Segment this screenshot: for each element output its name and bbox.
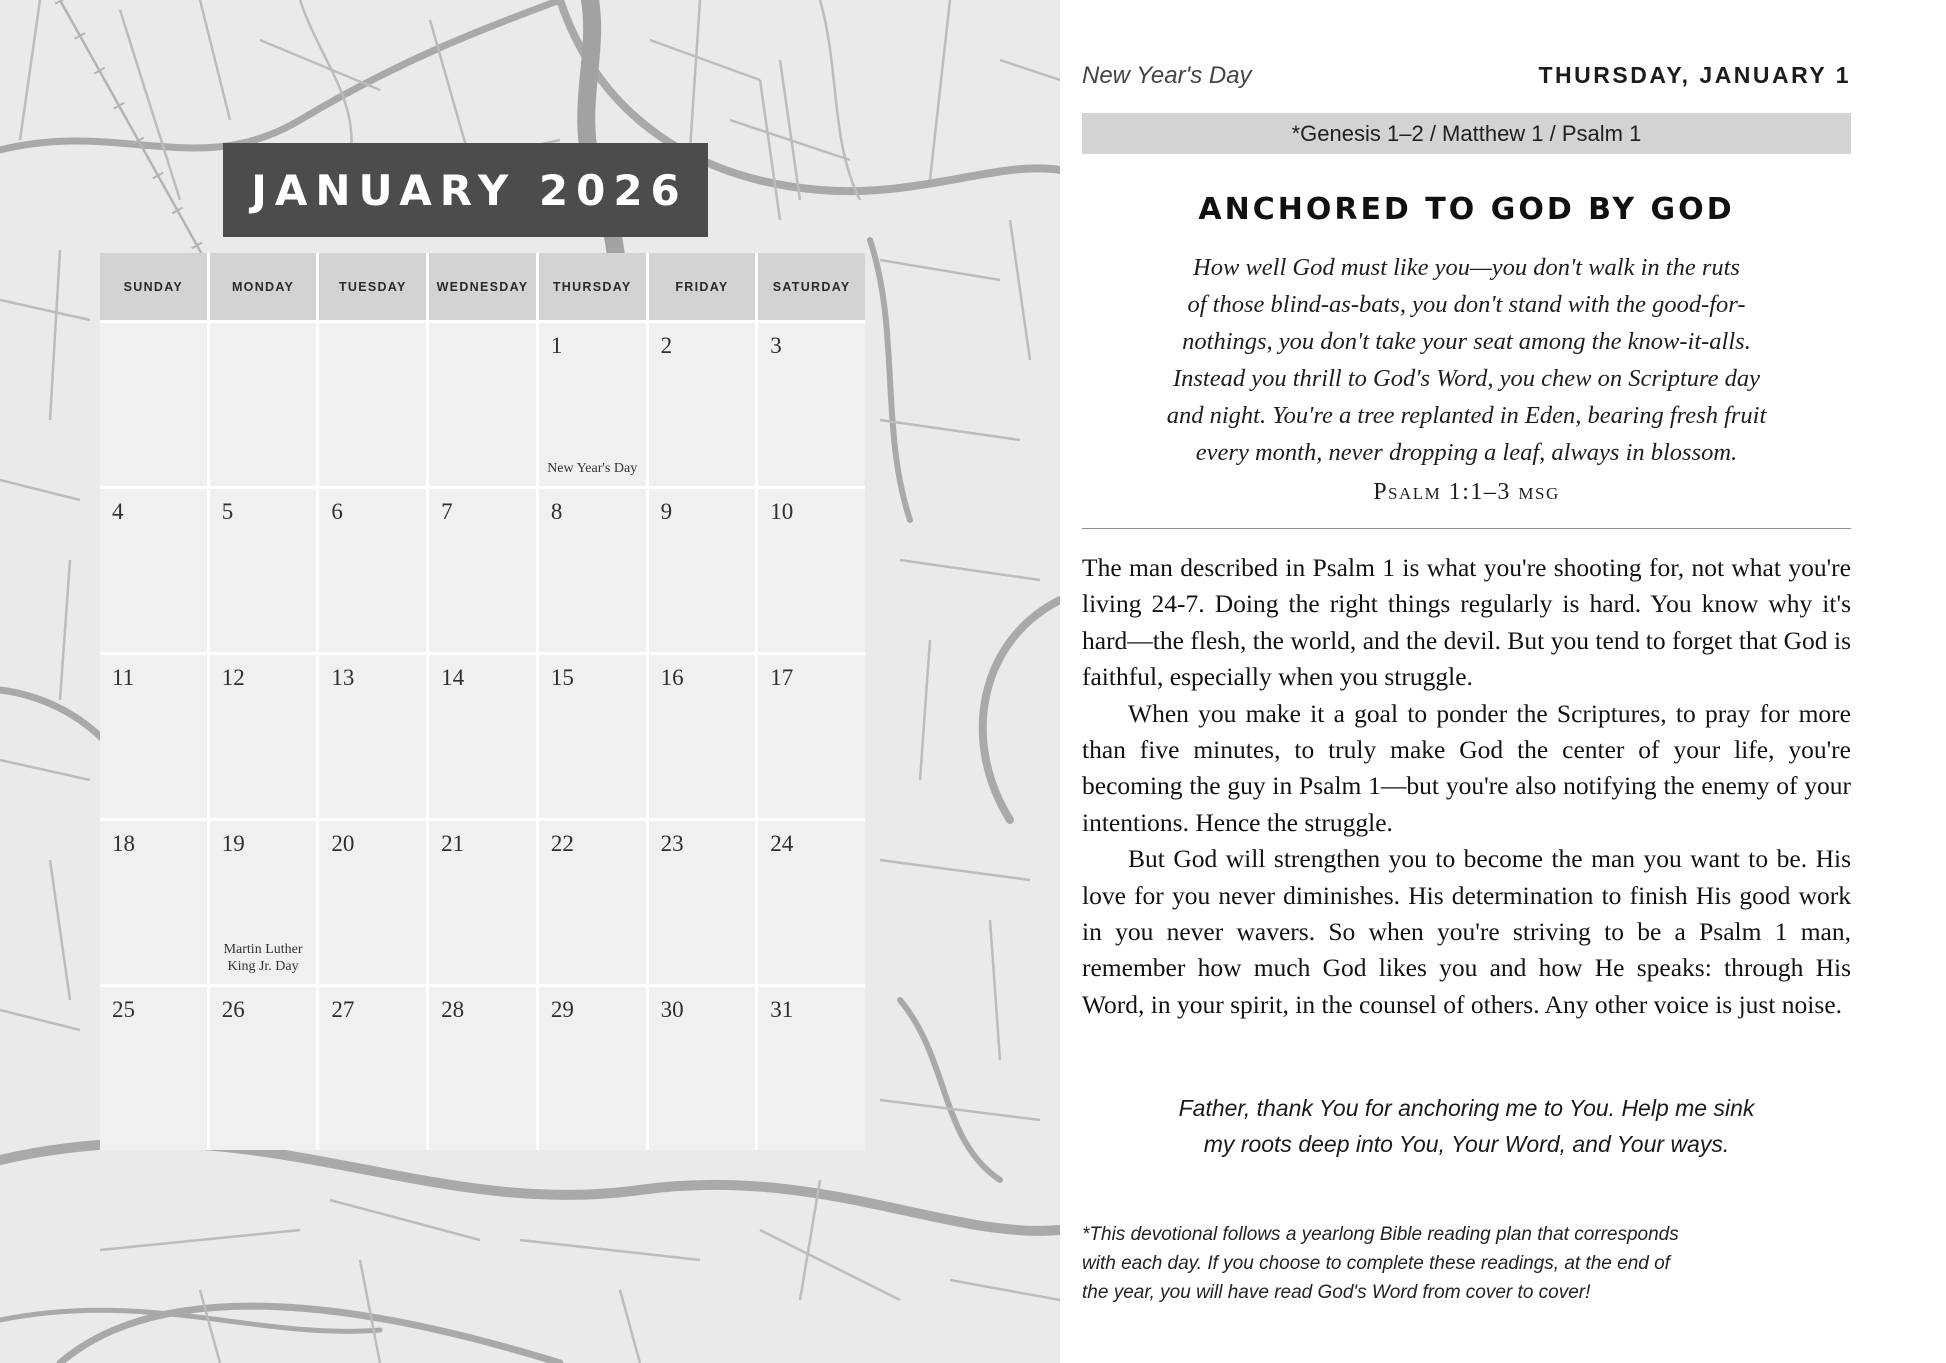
calendar-day-number: 1 bbox=[550, 333, 563, 358]
calendar-cell bbox=[100, 655, 207, 818]
calendar-cell bbox=[758, 821, 865, 984]
body-paragraph: When you make it a goal to ponder the Scriptures, to pray for more than five minutes, to truly make God the center of your life, you're becoming the guy in Psalm 1—but you're also notifying the enemy of your intentions. Hence the struggle. bbox=[1082, 698, 1851, 837]
calendar-day-number: 18 bbox=[112, 831, 135, 856]
calendar-cell bbox=[758, 323, 865, 486]
prayer bbox=[1082, 1090, 1851, 1162]
calendar-day-header: THURSDAY bbox=[539, 253, 646, 320]
calendar-cell bbox=[539, 821, 646, 984]
calendar-day-number: 7 bbox=[441, 499, 453, 524]
calendar-day-number: 2 bbox=[660, 333, 673, 358]
calendar-cell bbox=[649, 821, 756, 984]
reading-plan-footnote: *This devotional follows a yearlong Bible reading plan that corresponds with each day. If you choose to complete these readings, at the end of the year, you will have read God's Word from cover to cover! bbox=[1082, 1224, 1679, 1303]
calendar-day-header: SATURDAY bbox=[758, 253, 865, 320]
calendar-day-number: 9 bbox=[660, 499, 673, 524]
calendar-day-number: 25 bbox=[112, 997, 135, 1022]
calendar-day-number: 27 bbox=[331, 997, 355, 1022]
calendar-day-header: MONDAY bbox=[210, 253, 317, 320]
calendar-cell bbox=[210, 821, 317, 984]
calendar-cell bbox=[319, 821, 426, 984]
calendar-cell bbox=[539, 987, 646, 1150]
calendar-cell bbox=[649, 489, 756, 652]
calendar-cell bbox=[758, 655, 865, 818]
calendar-day-number: 13 bbox=[331, 665, 355, 690]
holiday-label: New Year's Day bbox=[1082, 62, 1252, 89]
calendar-day-number: 23 bbox=[660, 831, 684, 856]
calendar-cell bbox=[100, 987, 207, 1150]
calendar-cell bbox=[319, 323, 426, 486]
calendar-day-number: 14 bbox=[441, 665, 465, 690]
calendar-cell bbox=[319, 987, 426, 1150]
calendar-cell bbox=[649, 323, 756, 486]
calendar-cell bbox=[210, 655, 317, 818]
calendar-cell bbox=[758, 489, 865, 652]
calendar-day-number: 29 bbox=[550, 997, 574, 1022]
calendar-cell bbox=[649, 655, 756, 818]
calendar-cell bbox=[100, 323, 207, 486]
scripture-quote-line: How well God must like you—you don't walk in the ruts bbox=[1193, 254, 1740, 281]
calendar-day-number: 15 bbox=[550, 665, 574, 690]
calendar-cell bbox=[539, 323, 646, 486]
calendar-day-number: 20 bbox=[331, 831, 355, 856]
calendar-day-number: 30 bbox=[660, 997, 684, 1022]
calendar-cell bbox=[649, 987, 756, 1150]
reading-plan-bar bbox=[1082, 113, 1851, 154]
calendar-day-number: 24 bbox=[770, 831, 794, 856]
scripture-quote-line: and night. You're a tree replanted in Eden, bearing fresh fruit bbox=[1166, 402, 1767, 429]
calendar-cell bbox=[210, 489, 317, 652]
calendar-cell bbox=[429, 655, 536, 818]
scripture-quote-line: every month, never dropping a leaf, always in blossom. bbox=[1195, 439, 1738, 466]
calendar-day-number: 11 bbox=[112, 665, 135, 690]
scripture-quote-line: of those blind-as-bats, you don't stand with the good-for- bbox=[1187, 291, 1746, 318]
body-paragraph: But God will strengthen you to become the man you want to be. His love for you never diminishes. His determination to finish His good work in you never wavers. So when you're striving to be a Psalm 1 man, remember how much God likes you and how He speaks: through His Word, in your spirit, in the counsel of others. Any other voice is just noise. bbox=[1082, 844, 1851, 1019]
calendar-cell bbox=[210, 323, 317, 486]
prayer-line: my roots deep into You, Your Word, and Your ways. bbox=[1203, 1131, 1730, 1157]
date-heading: THURSDAY, JANUARY 1 bbox=[1538, 62, 1851, 88]
calendar-cell bbox=[100, 489, 207, 652]
scripture-quote-line: Instead you thrill to God's Word, you chew on Scripture day bbox=[1172, 365, 1761, 392]
calendar-cell bbox=[429, 489, 536, 652]
reading-plan-text: *Genesis 1–2 / Matthew 1 / Psalm 1 bbox=[1291, 120, 1642, 146]
body-paragraph: The man described in Psalm 1 is what you're shooting for, not what you're living 24-7. Doing the right things regularly is hard. You know why it's hard—the flesh, the world, and the devil. But you tend to forget that God is faithful, especially when you struggle. bbox=[1082, 553, 1851, 692]
calendar-day-number: 31 bbox=[770, 997, 794, 1022]
devotional-title: ANCHORED TO GOD BY GOD bbox=[1198, 192, 1735, 227]
calendar-day-number: 10 bbox=[770, 499, 794, 524]
devotional-page bbox=[1060, 0, 1946, 1363]
month-banner bbox=[223, 143, 708, 237]
calendar-day-header: WEDNESDAY bbox=[429, 253, 536, 320]
calendar-cell bbox=[319, 489, 426, 652]
calendar-day-note: Martin Luther King Jr. Day bbox=[223, 942, 303, 974]
month-title: JANUARY 2026 bbox=[251, 165, 688, 215]
calendar-day-header: FRIDAY bbox=[649, 253, 756, 320]
calendar-day-number: 22 bbox=[550, 831, 574, 856]
calendar-day-number: 28 bbox=[441, 997, 465, 1022]
calendar-cell bbox=[539, 489, 646, 652]
prayer-line: Father, thank You for anchoring me to You. Help me sink bbox=[1178, 1095, 1755, 1121]
calendar-day-number: 21 bbox=[441, 831, 465, 856]
calendar-day-number: 17 bbox=[770, 665, 794, 690]
calendar-grid bbox=[100, 253, 865, 1150]
devotional-body bbox=[1082, 550, 1851, 1023]
calendar-cell bbox=[210, 987, 317, 1150]
calendar-day-number: 4 bbox=[112, 499, 124, 524]
page-header bbox=[1082, 62, 1851, 90]
calendar-day-number: 5 bbox=[221, 499, 234, 524]
calendar-cell bbox=[319, 655, 426, 818]
calendar-day-header: TUESDAY bbox=[319, 253, 426, 320]
calendar-cell bbox=[100, 821, 207, 984]
section-divider bbox=[1082, 528, 1851, 529]
scripture-quote-line: nothings, you don't take your seat among the know-it-alls. bbox=[1182, 328, 1751, 355]
calendar-cell bbox=[539, 655, 646, 818]
calendar-day-number: 3 bbox=[770, 333, 782, 358]
calendar-day-number: 8 bbox=[550, 499, 563, 524]
calendar-day-number: 19 bbox=[221, 831, 245, 856]
calendar-day-number: 26 bbox=[221, 997, 245, 1022]
calendar-cell bbox=[429, 987, 536, 1150]
calendar-day-number: 6 bbox=[331, 499, 343, 524]
calendar-cell bbox=[429, 323, 536, 486]
calendar-day-note: New Year's Day bbox=[547, 461, 638, 476]
calendar-cell bbox=[429, 821, 536, 984]
calendar-day-header: SUNDAY bbox=[100, 253, 207, 320]
scripture-quote bbox=[1082, 249, 1851, 511]
calendar-cell bbox=[758, 987, 865, 1150]
calendar-day-number: 16 bbox=[660, 665, 684, 690]
calendar-day-number: 12 bbox=[221, 665, 245, 690]
scripture-attribution: Psalm 1:1–3 msg bbox=[1373, 479, 1560, 505]
